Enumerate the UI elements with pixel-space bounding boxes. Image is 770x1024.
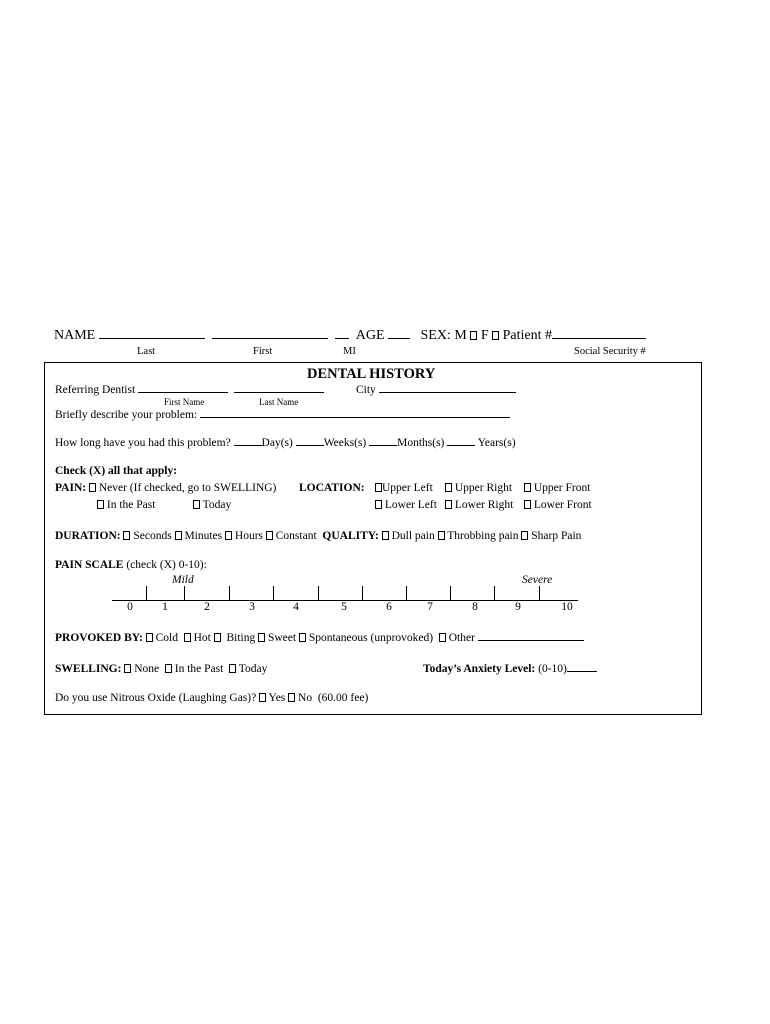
pain-row xyxy=(55,483,276,495)
location-label: LOCATION: xyxy=(299,482,365,494)
swelling-label: SWELLING: xyxy=(55,663,122,675)
loc-lower-left-label: Lower Left xyxy=(384,499,437,511)
years-field[interactable] xyxy=(447,444,475,446)
quality-label: QUALITY: xyxy=(322,530,379,542)
referring-row xyxy=(55,385,324,397)
scale-value-0[interactable]: 0 xyxy=(127,601,133,613)
p-sweet-label: Sweet xyxy=(267,632,297,644)
sub-first: First xyxy=(253,346,273,357)
months-field[interactable] xyxy=(369,444,397,446)
referring-last-field[interactable] xyxy=(234,391,324,393)
s-none-checkbox[interactable] xyxy=(124,664,131,673)
ref-last-sub: Last Name xyxy=(259,397,299,407)
q-sharp-checkbox[interactable] xyxy=(521,531,528,540)
dur-hours-checkbox[interactable] xyxy=(225,531,232,540)
provoked-row xyxy=(55,633,584,645)
sex-label: SEX: M xyxy=(420,328,467,343)
scale-divider xyxy=(450,586,451,600)
p-hot-label: Hot xyxy=(193,632,211,644)
q-throb-label: Throbbing pain xyxy=(447,530,519,542)
years-label: Years(s) xyxy=(477,437,516,449)
pain-label: PAIN: xyxy=(55,482,87,494)
anxiety-range: (0-10) xyxy=(538,663,567,675)
sub-ssn: Social Security # xyxy=(574,346,646,357)
p-other-field[interactable] xyxy=(478,639,584,641)
q-dull-checkbox[interactable] xyxy=(382,531,389,540)
loc-lower-left xyxy=(375,500,437,512)
weeks-label: Weeks(s) xyxy=(323,437,367,449)
pain-today xyxy=(193,500,231,512)
patient-label: Patient # xyxy=(502,328,552,343)
p-other-label: Other xyxy=(448,632,475,644)
scale-value-9[interactable]: 9 xyxy=(515,601,521,613)
dur-hours-label: Hours xyxy=(234,530,264,542)
location-row-1 xyxy=(299,483,365,495)
pain-scale-label: PAIN SCALE xyxy=(55,559,124,571)
n-fee-label: (60.00 fee) xyxy=(317,692,369,704)
scale-value-4[interactable]: 4 xyxy=(293,601,299,613)
patient-number-field[interactable] xyxy=(552,337,646,339)
city-label: City xyxy=(356,384,376,396)
pain-today-checkbox[interactable] xyxy=(193,500,200,509)
loc-lower-right xyxy=(445,500,513,512)
mild-label: Mild xyxy=(172,574,194,586)
problem-label: Briefly describe your problem: xyxy=(55,409,198,421)
nitrous-row xyxy=(55,693,368,705)
days-label: Day(s) xyxy=(261,437,293,449)
scale-divider xyxy=(146,586,147,600)
scale-divider xyxy=(539,586,540,600)
sex-f-label: F xyxy=(480,328,489,343)
loc-lower-left-checkbox[interactable] xyxy=(375,500,382,509)
anxiety-field[interactable] xyxy=(567,670,597,672)
sex-m-checkbox[interactable] xyxy=(470,331,477,340)
n-yes-checkbox[interactable] xyxy=(259,693,266,702)
scale-divider xyxy=(318,586,319,600)
pain-never-checkbox[interactable] xyxy=(89,483,96,492)
scale-value-2[interactable]: 2 xyxy=(204,601,210,613)
pain-today-label: Today xyxy=(202,499,232,511)
check-all-heading: Check (X) all that apply: xyxy=(55,465,178,477)
scale-value-10[interactable]: 10 xyxy=(561,601,573,613)
scale-divider xyxy=(406,586,407,600)
pain-past-checkbox[interactable] xyxy=(97,500,104,509)
problem-row xyxy=(55,410,510,422)
scale-divider xyxy=(273,586,274,600)
loc-upper-left-label: Upper Left xyxy=(382,482,433,494)
loc-upper-front xyxy=(524,483,590,495)
q-throb-checkbox[interactable] xyxy=(438,531,445,540)
loc-lower-front-checkbox[interactable] xyxy=(524,500,531,509)
sub-last: Last xyxy=(137,346,156,357)
loc-upper-left-checkbox[interactable] xyxy=(375,483,382,492)
scale-divider xyxy=(494,586,495,600)
severe-label: Severe xyxy=(522,574,553,586)
scale-value-5[interactable]: 5 xyxy=(341,601,347,613)
p-cold-label: Cold xyxy=(155,632,178,644)
city-field[interactable] xyxy=(379,391,516,393)
loc-upper-front-label: Upper Front xyxy=(533,482,591,494)
referring-first-field[interactable] xyxy=(138,391,228,393)
sex-f-checkbox[interactable] xyxy=(492,331,499,340)
p-spont-label: Spontaneous (unprovoked) xyxy=(308,632,434,644)
pain-never-label: Never (If checked, go to SWELLING) xyxy=(98,482,277,494)
scale-divider xyxy=(184,586,185,600)
dur-minutes-label: Minutes xyxy=(184,530,223,542)
howlong-label: How long have you had this problem? xyxy=(55,437,231,449)
nitrous-label: Do you use Nitrous Oxide (Laughing Gas)? xyxy=(55,692,257,704)
ref-first-sub: First Name xyxy=(164,397,205,407)
scale-value-7[interactable]: 7 xyxy=(427,601,433,613)
age-field[interactable] xyxy=(388,337,410,339)
n-no-checkbox[interactable] xyxy=(288,693,295,702)
loc-upper-left xyxy=(375,483,433,495)
loc-upper-right-label: Upper Right xyxy=(454,482,513,494)
dur-seconds-label: Seconds xyxy=(133,530,172,542)
pain-scale-heading xyxy=(55,560,207,572)
q-dull-label: Dull pain xyxy=(391,530,435,542)
s-past-checkbox[interactable] xyxy=(165,664,172,673)
anxiety-label: Today’s Anxiety Level: xyxy=(423,663,536,675)
anxiety-row xyxy=(423,664,597,676)
scale-value-8[interactable]: 8 xyxy=(472,601,478,613)
n-yes-label: Yes xyxy=(268,692,286,704)
dur-seconds-checkbox[interactable] xyxy=(123,531,130,540)
howlong-row xyxy=(55,438,516,450)
mi-field[interactable] xyxy=(335,337,349,339)
name-label: NAME xyxy=(54,328,96,343)
scale-divider xyxy=(229,586,230,600)
duration-row xyxy=(55,531,581,543)
first-name-field[interactable] xyxy=(212,337,328,339)
pain-scale-hint: (check (X) 0-10): xyxy=(126,559,207,571)
weeks-field[interactable] xyxy=(296,444,324,446)
q-sharp-label: Sharp Pain xyxy=(531,530,582,542)
loc-upper-right-checkbox[interactable] xyxy=(445,483,452,492)
scale-value-3[interactable]: 3 xyxy=(249,601,255,613)
loc-lower-right-checkbox[interactable] xyxy=(445,500,452,509)
p-hot-checkbox[interactable] xyxy=(184,633,191,642)
loc-upper-right xyxy=(445,483,512,495)
pain-past-label: In the Past xyxy=(106,499,156,511)
p-biting-label: Biting xyxy=(226,632,256,644)
p-other-checkbox[interactable] xyxy=(439,633,446,642)
swelling-row xyxy=(55,664,267,676)
months-label: Months(s) xyxy=(397,437,445,449)
loc-lower-front xyxy=(524,500,592,512)
dur-constant-label: Constant xyxy=(275,530,317,542)
name-row xyxy=(54,329,646,343)
p-biting-checkbox[interactable] xyxy=(214,633,221,642)
s-none-label: None xyxy=(134,663,160,675)
form-title: DENTAL HISTORY xyxy=(307,366,436,382)
loc-lower-right-label: Lower Right xyxy=(454,499,514,511)
p-spont-checkbox[interactable] xyxy=(299,633,306,642)
scale-divider xyxy=(362,586,363,600)
duration-label: DURATION: xyxy=(55,530,121,542)
dur-constant-checkbox[interactable] xyxy=(266,531,273,540)
s-past-label: In the Past xyxy=(174,663,224,675)
last-name-field[interactable] xyxy=(99,337,205,339)
s-today-label: Today xyxy=(238,663,268,675)
pain-past xyxy=(97,500,155,512)
dur-minutes-checkbox[interactable] xyxy=(175,531,182,540)
problem-field[interactable] xyxy=(200,416,510,418)
days-field[interactable] xyxy=(234,444,262,446)
loc-upper-front-checkbox[interactable] xyxy=(524,483,531,492)
p-cold-checkbox[interactable] xyxy=(146,633,153,642)
n-no-label: No xyxy=(298,692,313,704)
provoked-label: PROVOKED BY: xyxy=(55,632,143,644)
sub-mi: MI xyxy=(343,346,356,357)
p-sweet-checkbox[interactable] xyxy=(258,633,265,642)
loc-lower-front-label: Lower Front xyxy=(533,499,592,511)
scale-value-1[interactable]: 1 xyxy=(162,601,168,613)
age-label: AGE xyxy=(355,328,385,343)
s-today-checkbox[interactable] xyxy=(229,664,236,673)
scale-value-6[interactable]: 6 xyxy=(386,601,392,613)
city-row xyxy=(356,385,516,397)
referring-label: Referring Dentist xyxy=(55,384,136,396)
